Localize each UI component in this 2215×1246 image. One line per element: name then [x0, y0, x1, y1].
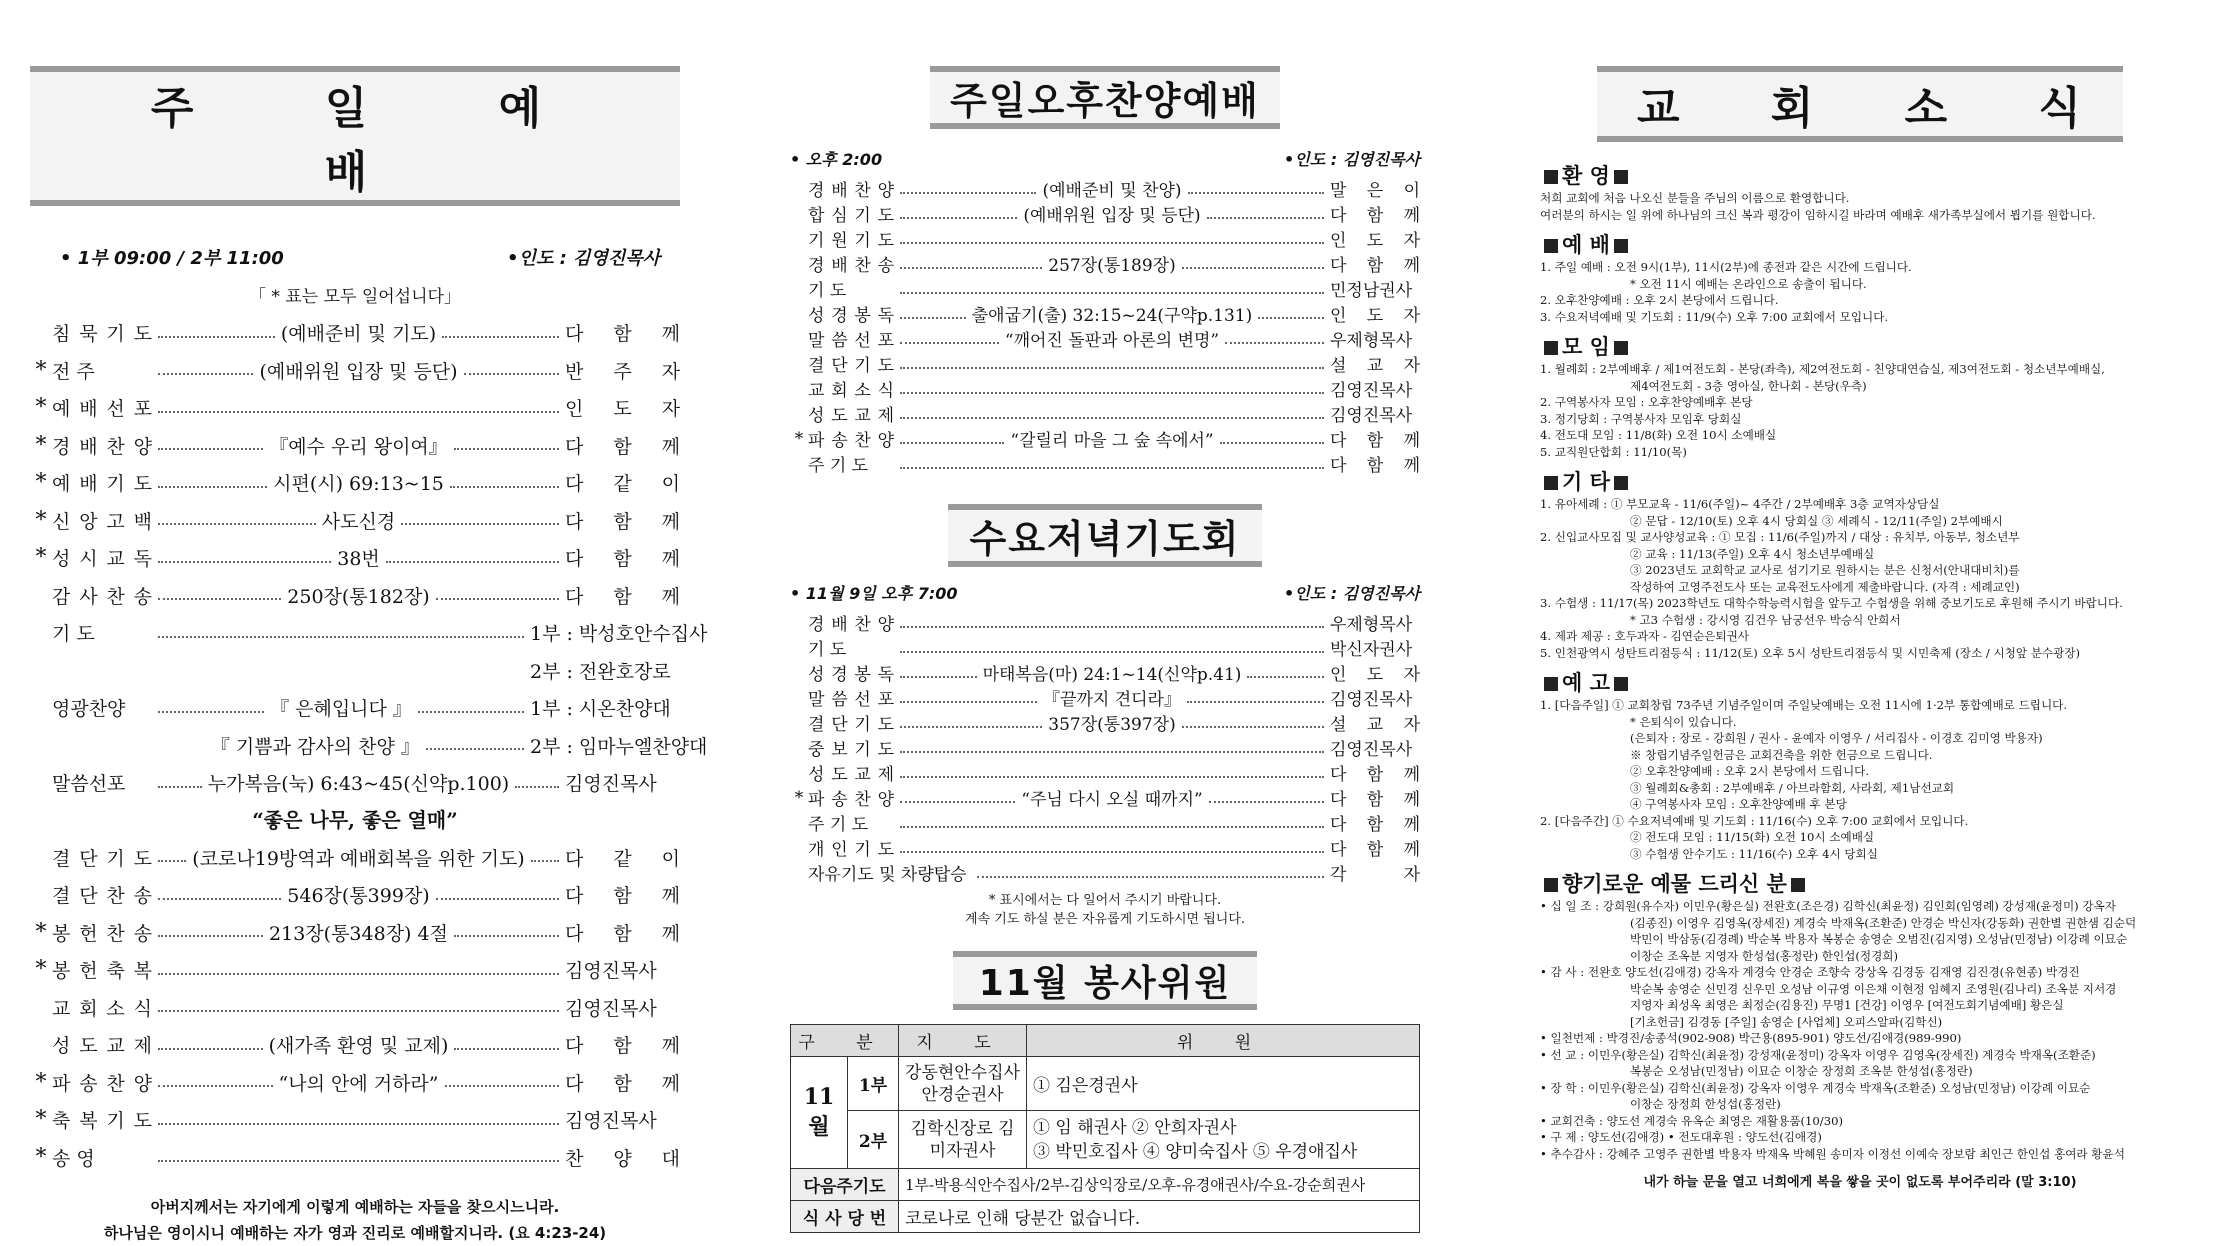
wednesday-order — [790, 610, 1420, 885]
news-line: 처희 교회에 처음 나오신 분들을 주님의 이름으로 환영합니다. — [1540, 191, 1850, 205]
volunteers-title: 11월 봉사위원 — [953, 951, 1258, 1010]
order-label: 결 단 기 도 — [808, 356, 894, 376]
order-person: 우제형목사 — [1330, 615, 1413, 635]
order-label: 경 배 찬 송 — [808, 256, 894, 276]
sermon-text: 누가복음(눅) 6:43~45(신약p.100) — [207, 773, 510, 796]
order-row — [790, 685, 1420, 710]
news-line: 2. [다음주간] ① 수요저녁예배 및 기도회 : 11/16(수) 오후 7:00 교회에서 모입니다. — [1540, 813, 1969, 828]
stand-mark: * — [35, 957, 47, 983]
news-line: [기초헌금] 김경동 [주일] 송영순 [사업체] 오피스알파(김학신) — [1630, 1014, 1943, 1029]
service-time: • 1부 09:00 / 2부 11:00 — [60, 248, 284, 269]
news-line: * 고3 수험생 : 강시영 김건우 남궁선우 박승식 안희서 — [1630, 612, 1901, 627]
order-row — [790, 201, 1420, 226]
news-line: ③ 2023년도 교회학교 교사로 섬기기로 원하시는 분은 신청서(안내대비치)를 — [1630, 563, 2020, 577]
sermon-title: “좋은 나무, 좋은 열매” — [252, 807, 458, 832]
order-person: 박신자권사 — [1330, 640, 1413, 660]
choir-2-song: 『 기쁨과 감사의 찬양 』 — [210, 735, 420, 758]
order-person: 다 함 께 — [565, 585, 680, 608]
order-person: 인 도 자 — [1330, 665, 1420, 685]
order-row — [790, 785, 1420, 810]
order-row — [30, 577, 680, 615]
order-content: “갈릴리 마을 그 숲 속에서” — [1010, 431, 1214, 451]
order-row — [790, 710, 1420, 735]
order-person: 다 함 께 — [565, 435, 680, 458]
order-label: 주 기 도 — [808, 815, 869, 835]
order-label: 개 인 기 도 — [808, 840, 894, 860]
order-row — [790, 835, 1420, 860]
order-label: 결 단 찬 송 — [52, 885, 152, 908]
afternoon-column — [790, 0, 1420, 1240]
order-content: 213장(통348장) 4절 — [269, 922, 448, 945]
order-label: 성 경 봉 독 — [808, 306, 894, 326]
news-line: ② 오후찬양예배 : 오후 2시 본당에서 드립니다. — [1630, 764, 1870, 778]
order-person: 다 함 께 — [565, 922, 680, 945]
order-row — [790, 276, 1420, 301]
sermon-preacher: 김영진목사 — [565, 773, 657, 796]
wednesday-meta — [790, 581, 1420, 604]
stand-mark: * — [794, 787, 804, 808]
news-section-heading: 기 타 — [1540, 466, 2180, 496]
news-line: 박민이 박삼동(김경례) 박순복 박용자 복봉순 송영순 오범진(김지영) 오성남(민정남) 이강례 이묘순 — [1630, 932, 2128, 946]
news-line: 4. 제과 제공 : 호두과자 - 김연순은퇴권사 — [1540, 629, 1749, 643]
order-row — [30, 1139, 680, 1177]
wednesday-leader: •인도 : 김영진목사 — [1284, 584, 1420, 603]
order-row-choir-2 — [30, 727, 708, 765]
news-line: * 오전 11시 예배는 온라인으로 송출이 됩니다. — [1630, 276, 1867, 291]
order-person: 다 함 께 — [565, 1072, 680, 1095]
news-line: ② 문답 - 12/10(토) 오후 4시 당회실 ③ 세례식 - 12/11(주일) 2부예배시 — [1630, 513, 2003, 528]
order-row — [30, 1064, 680, 1102]
order-label: 감 사 찬 송 — [52, 585, 152, 608]
order-row — [790, 735, 1420, 760]
order-label: 자유기도 및 차량탑승 — [808, 865, 967, 885]
square-bullet-icon — [1544, 677, 1558, 691]
square-bullet-icon — [1544, 476, 1558, 490]
order-person: 김영진목사 — [565, 997, 657, 1020]
stand-mark: * — [35, 470, 47, 496]
order-content: 38번 — [337, 548, 380, 571]
order-person: 민정남권사 — [1330, 281, 1413, 301]
wednesday-note: * 표시에서는 다 일어서 주시기 바랍니다. 계속 기도 하실 분은 자유롭게 기도하시면 됩니다. — [964, 893, 1246, 927]
order-person: 김영진목사 — [1330, 740, 1413, 760]
afternoon-leader: •인도 : 김영진목사 — [1284, 150, 1420, 169]
order-label: 결 단 기 도 — [52, 847, 152, 870]
order-person: 다 함 께 — [1330, 840, 1420, 860]
order-label: 침 묵 기 도 — [52, 323, 152, 346]
stand-mark: * — [35, 1069, 47, 1095]
afternoon-time: • 오후 2:00 — [790, 150, 883, 169]
order-content: 546장(통399장) — [287, 885, 430, 908]
news-line: 2. 구역봉사자 모임 : 오후찬양예배후 본당 — [1540, 395, 1753, 409]
wednesday-time: • 11월 9일 오후 7:00 — [790, 584, 958, 603]
part-1-members: ① 김은경권사 — [1027, 1057, 1420, 1111]
order-label: 기 원 기 도 — [808, 231, 894, 251]
order-row — [30, 914, 680, 952]
news-line: * 은퇴식이 있습니다. — [1630, 714, 1737, 729]
square-bullet-icon — [1544, 878, 1558, 892]
order-content: 357장(통397장) — [1048, 715, 1176, 735]
order-person: 김영진목사 — [1330, 690, 1413, 710]
month-cell: 11월 — [791, 1057, 848, 1169]
order-label: 성 경 봉 독 — [808, 665, 894, 685]
news-line: 이창순 조옥분 지영자 한성섭(홍정란) 한인섭(정경희) — [1630, 948, 1899, 963]
order-person: 찬 양 대 — [565, 1147, 680, 1170]
news-line: (김종진) 이영우 김영옥(장세진) 계경숙 박재옥(조환준) 안경순 박신자(강동화) 권한별 권한샘 김순덕 — [1630, 915, 2137, 930]
news-line: ※ 창립기념주일헌금은 교회건축을 위한 헌금으로 드립니다. — [1630, 747, 1933, 762]
news-body — [1540, 160, 2180, 1162]
news-line: ③ 수험생 안수기도 : 11/16(수) 오후 4시 당회실 — [1630, 846, 1878, 861]
choir-2: 2부 : 임마누엘찬양대 — [530, 735, 708, 758]
order-content: “나의 안에 거하라” — [278, 1072, 439, 1095]
order-content: 『끝까지 견디라』 — [1043, 690, 1181, 710]
order-person: 다 함 께 — [565, 510, 680, 533]
order-row — [790, 326, 1420, 351]
news-section-heading: 예 배 — [1540, 229, 2180, 259]
square-bullet-icon — [1544, 341, 1558, 355]
news-line: 1. 주일 예배 : 오전 9시(1부), 11시(2부)에 종전과 같은 시간에 드립니다. — [1540, 260, 1912, 274]
order-content: 250장(통182장) — [287, 585, 430, 608]
square-bullet-icon — [1614, 170, 1628, 184]
order-label: 전 주 — [52, 360, 95, 383]
church-news-title: 교 회 소 식 — [1597, 66, 2123, 142]
prayer-1: 1부 : 박성호안수집사 — [530, 623, 708, 646]
order-row — [790, 426, 1420, 451]
news-line: • 추수감사 : 강혜주 고영주 권한별 박용자 박재옥 박혜원 송미자 이정선 이예숙 장보람 최인근 한인섭 홍여라 황윤석 — [1540, 1146, 2125, 1161]
order-label: 성 시 교 독 — [52, 548, 152, 571]
square-bullet-icon — [1614, 341, 1628, 355]
order-person: 인 도 자 — [1330, 306, 1420, 326]
stand-mark: * — [794, 428, 804, 449]
order-row — [790, 251, 1420, 276]
news-line: 1. [다음주일] ① 교회창립 73주년 기념주일이며 주일낮예배는 오전 11시에 1·2부 통합예배로 드립니다. — [1540, 698, 2068, 712]
order-row — [790, 660, 1420, 685]
order-label: 예 배 기 도 — [52, 473, 152, 496]
order-row — [790, 176, 1420, 201]
afternoon-order — [790, 176, 1420, 476]
order-row — [30, 951, 680, 989]
order-row-sermon: 말씀선포 누가복음(눅) 6:43~45(신약p.100) 김영진목사 — [30, 764, 680, 802]
order-label: 교 회 소 식 — [52, 997, 152, 1020]
order-row — [790, 351, 1420, 376]
order-row — [30, 989, 680, 1027]
order-label: 성 도 교 제 — [52, 1035, 152, 1058]
order-person: 다 함 께 — [1330, 765, 1420, 785]
order-content: “주님 다시 오실 때까지” — [1021, 790, 1203, 810]
wednesday-prayer-title: 수요저녁기도회 — [948, 504, 1263, 567]
stand-mark: * — [35, 545, 47, 571]
news-line: • 선 교 : 이민우(황은실) 김학신(최윤정) 강성재(윤정미) 강옥자 이영우 김영옥(장세진) 계경숙 박재옥(조환준) — [1540, 1047, 2096, 1062]
order-row — [30, 427, 680, 465]
afternoon-meta — [790, 147, 1420, 170]
news-line: 5. 교직원단합회 : 11/10(목) — [1540, 444, 1687, 459]
order-label: 송 영 — [52, 1147, 95, 1170]
order-person: 인 도 자 — [565, 398, 680, 421]
order-row — [30, 389, 680, 427]
order-label: 합 심 기 도 — [808, 206, 894, 226]
stand-mark: * — [35, 432, 47, 458]
order-row — [30, 464, 680, 502]
order-label: 경 배 찬 양 — [808, 615, 894, 635]
order-row — [30, 502, 680, 540]
order-row — [30, 876, 680, 914]
order-label: 파 송 찬 양 — [808, 790, 894, 810]
order-person: 다 함 께 — [1330, 431, 1420, 451]
news-line: 제4여전도회 - 3층 영아실, 한나회 - 본당(우측) — [1630, 378, 1867, 393]
order-person: 반 주 자 — [565, 360, 680, 383]
stand-notice: 「 * 표는 모두 일어섭니다」 — [249, 287, 461, 307]
news-line: 1. 월례회 : 2부예배후 / 제1여전도회 - 본당(좌측), 제2여전도회 - 친양대연습실, 제3여전도회 - 청소년부예배실, — [1540, 362, 2105, 376]
order-person: 다 함 께 — [565, 885, 680, 908]
stand-mark: * — [35, 357, 47, 383]
news-line: 2. 신입교사모집 및 교사양성교육 : ① 모집 : 11/6(주일)까지 / 대상 : 유치부, 아동부, 청소년부 — [1540, 530, 2020, 544]
news-line: ② 교육 : 11/13(주일) 오후 4시 청소년부예배실 — [1630, 546, 1875, 561]
order-label: 파 송 찬 양 — [52, 1072, 152, 1095]
order-person: 다 함 께 — [1330, 815, 1420, 835]
news-line: 복봉순 오성남(민정남) 이묘순 이창순 장정희 조옥분 한성섭(홍정란) — [1630, 1064, 1973, 1078]
next-prayer-text: 1부-박용식안수집사/2부-김상익장로/오후-유경애권사/수요-강순희권사 — [899, 1169, 1420, 1201]
news-line: 3. 수험생 : 11/17(목) 2023학년도 대학수학능력시험을 앞두고 수험생을 위해 중보기도로 후원해 주시기 바랍니다. — [1540, 596, 2123, 610]
order-content: 257장(통189장) — [1048, 256, 1176, 276]
scripture-footer: 아버지께서는 자기에게 이렇게 예배하는 자들을 찾으시느니라. 하나님은 영이시니 예배하는 자가 영과 진리로 예배할지니라. (요 4:23-24) — [103, 1198, 607, 1242]
order-content: (새가족 환영 및 교제) — [268, 1035, 449, 1058]
meal-text: 코로나로 인해 당분간 없습니다. — [899, 1201, 1420, 1233]
order-label: 봉 헌 찬 송 — [52, 922, 152, 945]
order-person: 다 함 께 — [565, 323, 680, 346]
service-meta — [30, 244, 680, 270]
order-person: 설 교 자 — [1330, 715, 1420, 735]
order-person: 다 함 께 — [1330, 456, 1420, 476]
order-content: 『예수 우리 왕이여』 — [269, 435, 448, 458]
order-row — [790, 760, 1420, 785]
order-person: 다 함 께 — [1330, 790, 1420, 810]
order-person: 설 교 자 — [1330, 356, 1420, 376]
order-person: 다 함 께 — [565, 548, 680, 571]
part-2-members: ① 임 해권사 ② 안희자권사 ③ 박민호집사 ④ 양미숙집사 ⑤ 우경애집사 — [1027, 1111, 1420, 1169]
news-line: • 장 학 : 이민우(황은실) 김학신(최윤정) 강옥자 이영우 계경숙 박재옥(조환준) 오성남(민정남) 이강례 이묘순 — [1540, 1080, 2091, 1095]
order-person: 우제형목사 — [1330, 331, 1413, 351]
order-label: 파 송 찬 양 — [808, 431, 894, 451]
order-label: 말 씀 선 포 — [808, 690, 894, 710]
part-2-leaders: 김학신장로 김미자권사 — [899, 1111, 1027, 1169]
sunday-worship-title: 주 일 예 배 — [30, 66, 680, 206]
meal-label: 식 사 당 번 — [791, 1201, 899, 1233]
news-line: 5. 인천광역시 성탄트리점등식 : 11/12(토) 오후 5시 성탄트리점등식 및 시민축제 (장소 / 시청앞 분수광장) — [1540, 645, 2081, 660]
order-row — [790, 810, 1420, 835]
order-content: (예배준비 및 찬양) — [1042, 181, 1182, 201]
order-row — [790, 635, 1420, 660]
square-bullet-icon — [1791, 878, 1805, 892]
th-jido: 지 도 — [899, 1025, 1027, 1057]
order-content: “깨어진 돌판과 아론의 변명” — [1004, 331, 1220, 351]
order-row — [30, 839, 680, 877]
order-row — [790, 301, 1420, 326]
news-line: • 일천번제 : 박경진/송종석(902-908) 박근용(895-901) 양도선/김애경(989-990) — [1540, 1031, 1962, 1045]
news-line: ④ 구역봉사자 모임 : 오후찬양예배 후 본당 — [1630, 797, 1847, 811]
order-person: 인 도 자 — [1330, 231, 1420, 251]
news-line: 2. 오후찬양예배 : 오후 2시 본당에서 드립니다. — [1540, 293, 1779, 307]
afternoon-worship-title: 주일오후찬양예배 — [930, 66, 1280, 129]
order-label: 축 복 기 도 — [52, 1110, 152, 1133]
order-content: 마태복음(마) 24:1~14(신약p.41) — [982, 665, 1242, 685]
news-line: 작성하여 고영주전도사 또는 교육전도사에게 제출바랍니다. (자격 : 세례교인) — [1630, 579, 2020, 594]
news-line: 3. 수요저녁예배 및 기도회 : 11/9(수) 오후 7:00 교회에서 모입니다. — [1540, 309, 1889, 324]
stand-mark: * — [35, 919, 47, 945]
order-content: 출애굽기(출) 32:15~24(구약p.131) — [971, 306, 1253, 326]
stand-mark: * — [35, 395, 47, 421]
order-person: 말 은 이 — [1330, 181, 1420, 201]
order-content: 시편(시) 69:13~15 — [273, 473, 444, 496]
order-label: 성 도 교 제 — [808, 765, 894, 785]
news-line: • 십 일 조 : 강희원(유수자) 이민우(황은실) 전완호(조은경) 김학신(최윤정) 김인회(임영례) 강성재(윤정미) 강옥자 — [1540, 899, 2116, 913]
order-label: 봉 헌 축 복 — [52, 960, 152, 983]
order-row — [790, 226, 1420, 251]
order-content: (예배위원 입장 및 등단) — [1023, 206, 1201, 226]
order-person: 다 함 께 — [1330, 256, 1420, 276]
order-row — [30, 539, 680, 577]
volunteers-table — [790, 1024, 1420, 1233]
sunday-worship-column — [30, 0, 708, 1242]
order-person: 다 같 이 — [565, 473, 680, 496]
order-row — [790, 401, 1420, 426]
news-line: • 구 제 : 양도선(김애경) • 전도대후원 : 양도선(김애경) — [1540, 1130, 1822, 1144]
news-line: 이창순 장정희 한성섭(홍정란) — [1630, 1097, 1781, 1111]
prayer-2: 2부 : 전완호장로 — [530, 660, 671, 683]
part-1-leaders: 강동현안수집사 안경순권사 — [899, 1057, 1027, 1111]
order-person: 다 함 께 — [1330, 206, 1420, 226]
order-row — [790, 610, 1420, 635]
order-row-prayer-2 — [30, 652, 680, 690]
order-list — [30, 314, 680, 614]
order-row — [30, 352, 680, 390]
order-row — [790, 451, 1420, 476]
church-news-column — [1540, 0, 2180, 1240]
order-person: 김영진목사 — [1330, 381, 1413, 401]
order-row — [790, 860, 1420, 885]
news-section-heading: 모 임 — [1540, 331, 2180, 361]
order-label: 경 배 찬 양 — [52, 435, 152, 458]
order-label: 기 도 — [808, 640, 847, 660]
choir-1: 1부 : 시온찬양대 — [530, 698, 671, 721]
news-line: 여러분의 하시는 일 위에 하나님의 크신 복과 평강이 임하시길 바라며 예배후 새가족부실에서 뵙기를 원합니다. — [1540, 207, 2096, 222]
news-line: (은퇴자 : 장로 - 강희원 / 권사 - 윤예자 이영우 / 서리집사 - 이경호 김미영 박용자) — [1630, 731, 2043, 745]
order-label: 예 배 선 포 — [52, 398, 152, 421]
news-line: 지영자 최성옥 최영은 최정순(김용진) 무명1 [건강] 이영우 [여전도회기념예배] 황은실 — [1630, 998, 2064, 1012]
square-bullet-icon — [1544, 239, 1558, 253]
order-content: (예배위원 입장 및 등단) — [259, 360, 458, 383]
order-content: 사도신경 — [321, 510, 396, 533]
th-wiwon: 위 원 — [1027, 1025, 1420, 1057]
square-bullet-icon — [1614, 677, 1628, 691]
order-row — [30, 314, 680, 352]
news-line: • 감 사 : 전완호 양도선(김애경) 강옥자 계경숙 안경순 조향숙 강상옥 김경동 김재영 김진경(유현종) 박경진 — [1540, 965, 2080, 979]
news-line: ③ 월례회&총회 : 2부예배후 / 아브라함회, 사라회, 제1남선교회 — [1630, 780, 1955, 795]
order-label: 중 보 기 도 — [808, 740, 894, 760]
choir-1-song: 『 은혜입니다 』 — [270, 698, 412, 721]
order-content: (코로나19방역과 예배회복을 위한 기도) — [192, 847, 525, 870]
order-label: 기 도 — [808, 281, 847, 301]
order-row — [790, 376, 1420, 401]
th-gubun: 구 분 — [791, 1025, 899, 1057]
order-person: 각 자 — [1330, 865, 1420, 885]
news-line: 3. 정기당회 : 구역봉사자 모임후 당회실 — [1540, 411, 1742, 426]
part-2: 2부 — [848, 1111, 899, 1169]
order-label: 경 배 찬 양 — [808, 181, 894, 201]
service-leader: •인도 : 김영진목사 — [507, 248, 660, 269]
order-label: 교 회 소 식 — [808, 381, 894, 401]
news-section-heading: 예 고 — [1540, 667, 2180, 697]
news-line: 4. 전도대 모임 : 11/8(화) 오전 10시 소예배실 — [1540, 428, 1777, 442]
news-line: 1. 유아세례 : ① 부모교육 - 11/6(주일)~ 4주간 / 2부예배후 3층 교역자상담실 — [1540, 497, 1940, 511]
next-prayer-label: 다음주기도 — [791, 1169, 899, 1201]
order-row-choir: 영광찬양 『 은혜입니다 』 1부 : 시온찬양대 — [30, 689, 680, 727]
news-line: • 교회건축 : 양도선 계경숙 유옥순 최영은 재활용품(10/30) — [1540, 1113, 1843, 1128]
stand-mark: * — [35, 1107, 47, 1133]
order-row — [30, 1026, 680, 1064]
news-section-heading: 향기로운 예물 드리신 분 — [1540, 868, 2180, 898]
part-1: 1부 — [848, 1057, 899, 1111]
order-person: 다 함 께 — [565, 1035, 680, 1058]
order-label: 말 씀 선 포 — [808, 331, 894, 351]
order-row-prayer — [30, 614, 708, 652]
order-label: 기 도 — [52, 623, 95, 646]
order-person: 김영진목사 — [1330, 406, 1413, 426]
square-bullet-icon — [1544, 170, 1558, 184]
order-label: 성 도 교 제 — [808, 406, 894, 426]
square-bullet-icon — [1614, 239, 1628, 253]
stand-mark: * — [35, 1144, 47, 1170]
order-label: 신 앙 고 백 — [52, 510, 152, 533]
news-section-heading: 환 영 — [1540, 160, 2180, 190]
order-label: 결 단 기 도 — [808, 715, 894, 735]
order-label: 주 기 도 — [808, 456, 869, 476]
order-list-2 — [30, 839, 680, 1177]
stand-mark: * — [35, 507, 47, 533]
order-person: 김영진목사 — [565, 1110, 657, 1133]
order-person: 다 같 이 — [565, 847, 680, 870]
order-content: (예배준비 및 기도) — [280, 323, 437, 346]
news-line: ② 전도대 모임 : 11/15(화) 오전 10시 소예배실 — [1630, 830, 1875, 844]
news-line: 박순복 송영순 신민경 신우민 오성남 이규영 이은채 이현정 임혜지 조영원(김나리) 조옥분 지서경 — [1630, 981, 2117, 996]
news-footer-verse: 내가 하늘 문을 열고 너희에게 복을 쌓을 곳이 없도록 부어주리라 (말 3:10) — [1643, 1175, 2077, 1190]
order-row — [30, 1101, 680, 1139]
square-bullet-icon — [1614, 476, 1628, 490]
order-person: 김영진목사 — [565, 960, 657, 983]
